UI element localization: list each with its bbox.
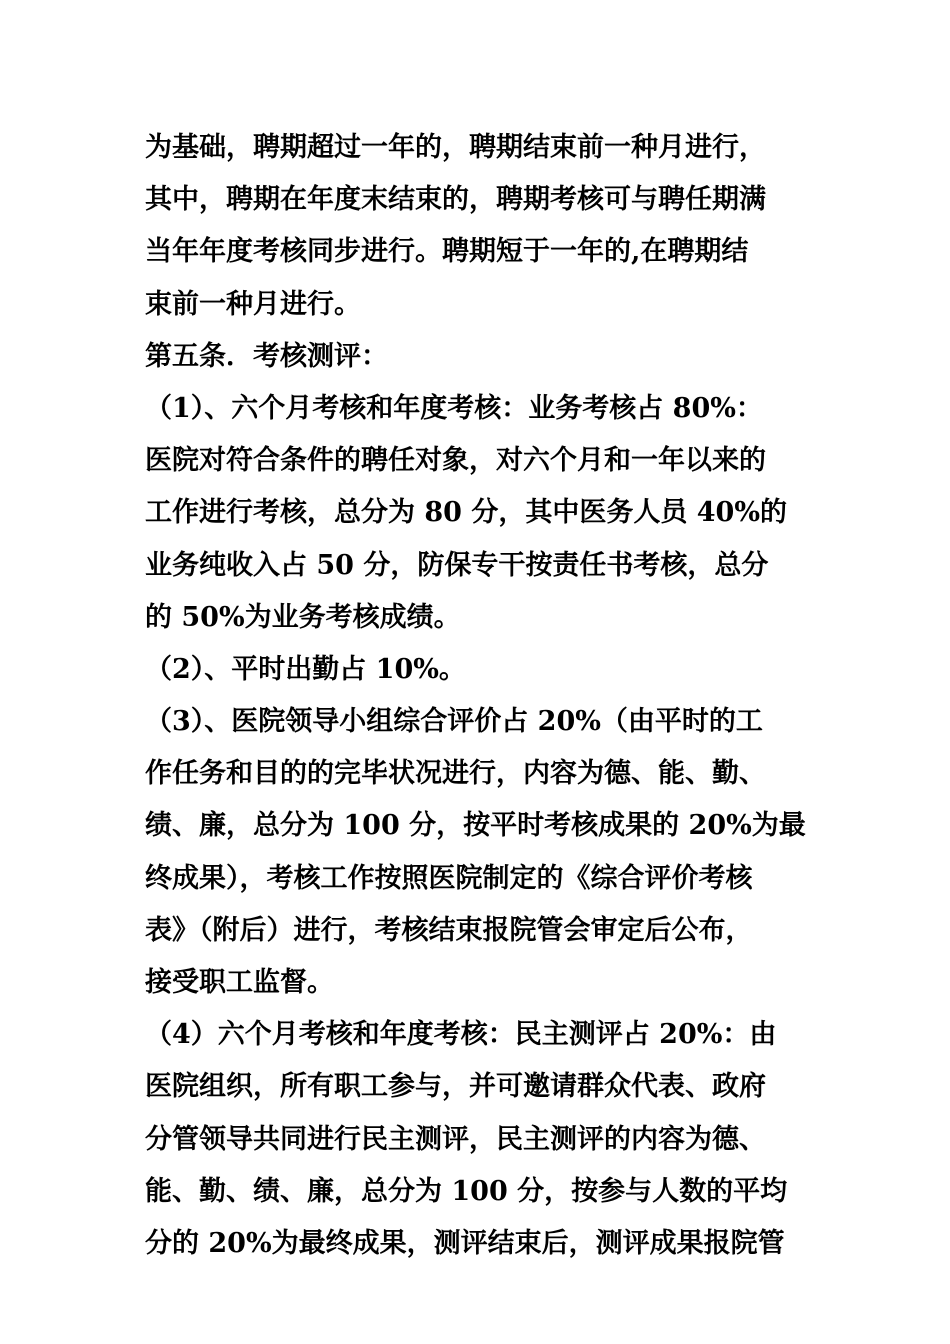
text-line: 绩、廉，总分为 100 分，按平时考核成果的 20%为最 [145, 810, 806, 842]
text-line: 接受职工监督。 [145, 967, 334, 998]
text-line: （4）六个月考核和年度考核：民主测评占 20%：由 [145, 1019, 777, 1051]
text-line: 为基础，聘期超过一年的，聘期结束前一种月进行， [145, 132, 766, 163]
text-line: 工作进行考核，总分为 80 分，其中医务人员 40%的 [145, 497, 788, 529]
text-line: 作任务和目的的完毕状况进行，内容为德、能、勤、 [145, 758, 766, 790]
section-heading: 第五条．考核测评： [145, 340, 388, 372]
text-line: 医院组织，所有职工参与，并可邀请群众代表、政府 [145, 1071, 766, 1103]
text-line: 终成果），考核工作按照医院制定的《综合评价考核 [145, 862, 753, 894]
text-line: （2）、平时出勤占 10%。 [145, 653, 466, 685]
text-line: 分管领导共同进行民主测评，民主测评的内容为德、 [145, 1123, 766, 1155]
text-line: 表》（附后）进行，考核结束报院管会审定后公布， [145, 914, 753, 946]
body-text [145, 122, 815, 1270]
text-line: 能、勤、绩、廉，总分为 100 分，按参与人数的平均 [145, 1175, 788, 1207]
text-line: （1）、六个月考核和年度考核：业务考核占 80%： [145, 392, 763, 424]
text-line: 业务纯收入占 50 分，防保专干按责任书考核，总分 [145, 549, 769, 581]
text-line: （3）、医院领导小组综合评价占 20%（由平时的工 [145, 706, 763, 738]
text-line: 其中，聘期在年度末结束的，聘期考核可与聘任期满 [145, 184, 766, 216]
text-line: 的 50%为业务考核成绩。 [145, 601, 461, 633]
text-line: 分的 20%为最终成果，测评结束后，测评成果报院管 [145, 1227, 785, 1259]
text-line: 当年年度考核同步进行。聘期短于一年的,在聘期结 [145, 236, 749, 268]
text-line: 医院对符合条件的聘任对象，对六个月和一年以来的 [145, 445, 766, 477]
text-line: 束前一种月进行。 [145, 288, 361, 320]
